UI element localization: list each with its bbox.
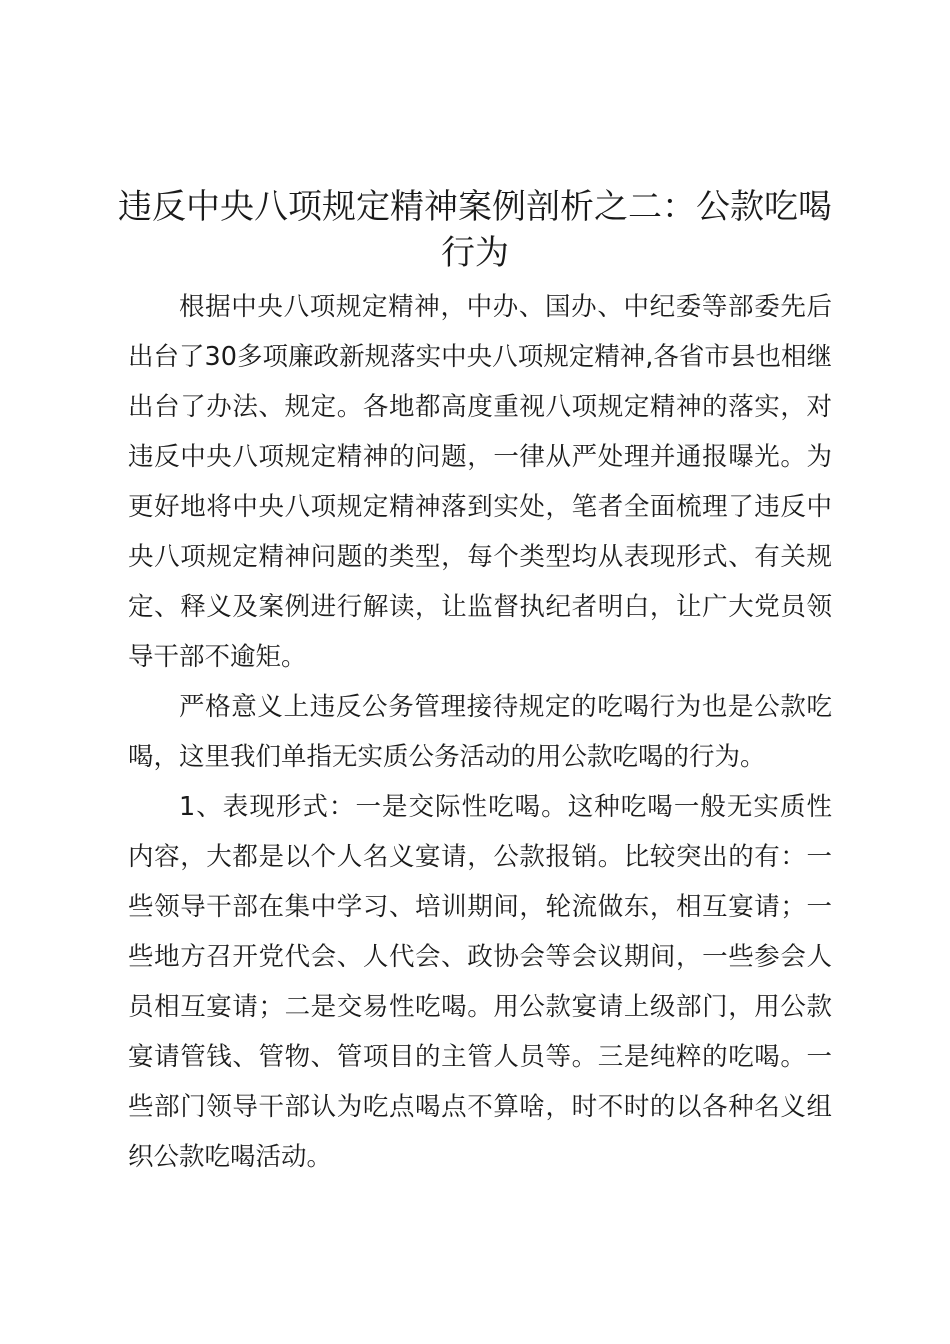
paragraph-intro: 根据中央八项规定精神，中办、国办、中纪委等部委先后出台了30多项廉政新规落实中央八项规定精神,各省市县也相继出台了办法、规定。各地都高度重视八项规定精神的落实，对违反中央八项规定精神的问题，一律从严处理并通报曝光。为更好地将中央八项规定精神落到实处，笔者全面梳理了违反中央八项规定精神问题的类型，每个类型均从表现形式、有关规定、释义及案例进行解读，让监督执纪者明白，让广大党员领导干部不逾矩。 xyxy=(128,292,832,672)
paragraph-forms: 1、表现形式：一是交际性吃喝。这种吃喝一般无实质性内容，大都是以个人名义宴请，公款报销。比较突出的有：一些领导干部在集中学习、培训期间，轮流做东，相互宴请；一些地方召开党代会、人代会、政协会等会议期间，一些参会人员相互宴请；二是交易性吃喝。用公款宴请上级部门，用公款宴请管钱、管物、管项目的主管人员等。三是纯粹的吃喝。一些部门领导干部认为吃点喝点不算啥，时不时的以各种名义组织公款吃喝活动。 xyxy=(128,792,832,1172)
document-body xyxy=(128,282,832,1182)
paragraph-definition: 严格意义上违反公务管理接待规定的吃喝行为也是公款吃喝，这里我们单指无实质公务活动的用公款吃喝的行为。 xyxy=(128,692,832,772)
document-title: 违反中央八项规定精神案例剖析之二：公款吃喝行为 xyxy=(118,187,832,273)
